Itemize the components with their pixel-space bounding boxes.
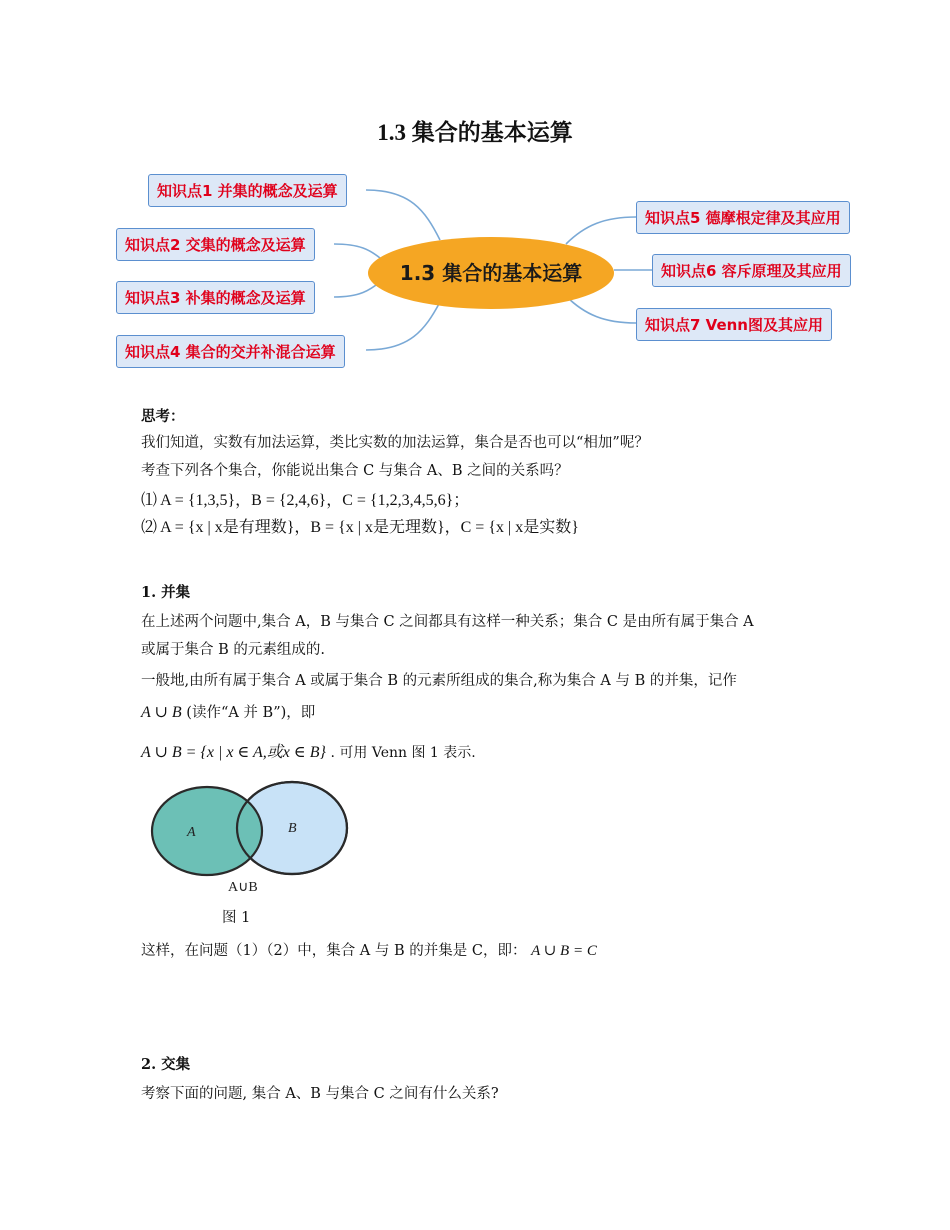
think-example-1: ⑴ A = {1,3,5}，B = {2,4,6}，C = {1,2,3,4,5,6}；: [141, 492, 470, 509]
union-line-2: 或属于集合 B 的元素组成的.: [141, 642, 325, 658]
figure-caption: 图 1: [222, 910, 251, 926]
venn-label-a: A: [187, 825, 196, 840]
venn-set-a: [152, 787, 262, 875]
union-conclusion: 这样，在问题（1）（2）中，集合 A 与 B 的并集是 C，即：: [141, 943, 527, 959]
union-read-as: (读作“A 并 B”)，即: [186, 705, 316, 721]
union-notation: A ∪ B: [141, 704, 182, 721]
think-example-2: ⑵ A = {x | x是有理数}，B = {x | x是无理数}，C = {x | x是实数}: [141, 519, 579, 536]
union-venn-note: . 可用 Venn 图 1 表示.: [330, 745, 476, 761]
mindmap-node-2: 知识点2 交集的概念及运算: [116, 228, 315, 261]
union-definition-line: [141, 742, 476, 764]
intersection-heading: 2. 交集: [141, 1056, 191, 1073]
union-definition: A ∪ B = {x | x ∈ A,或x ∈ B}: [141, 744, 326, 761]
venn-label-union: A∪B: [228, 880, 258, 895]
mindmap-center: 1.3 集合的基本运算: [368, 237, 614, 309]
mindmap-node-5: 知识点5 德摩根定律及其应用: [636, 201, 850, 234]
think-line-1: 我们知道，实数有加法运算，类比实数的加法运算，集合是否也可以“相加”呢？: [141, 435, 649, 451]
venn-label-b: B: [288, 821, 297, 836]
union-notation-line: [141, 702, 315, 724]
think-heading: 思考：: [141, 408, 185, 425]
mindmap-node-7: 知识点7 Venn图及其应用: [636, 308, 832, 341]
union-conclusion-formula: A ∪ B = C: [531, 943, 597, 959]
page-title: 1.3 集合的基本运算: [377, 120, 573, 145]
think-line-2: 考查下列各个集合，你能说出集合 C 与集合 A、B 之间的关系吗？: [141, 463, 569, 479]
union-line-3: 一般地,由所有属于集合 A 或属于集合 B 的元素所组成的集合,称为集合 A 与 B 的并集，记作: [141, 673, 737, 689]
venn-diagram: [140, 778, 370, 896]
mindmap-node-6: 知识点6 容斥原理及其应用: [652, 254, 851, 287]
union-heading: 1. 并集: [141, 584, 191, 601]
mindmap-node-3: 知识点3 补集的概念及运算: [116, 281, 315, 314]
union-conclusion-line: [141, 940, 597, 962]
union-line-1: 在上述两个问题中,集合 A，B 与集合 C 之间都具有这样一种关系；集合 C 是由所有属于集合 A: [141, 614, 754, 630]
mindmap-node-1: 知识点1 并集的概念及运算: [148, 174, 347, 207]
intersection-line-1: 考察下面的问题, 集合 A、B 与集合 C 之间有什么关系?: [141, 1086, 499, 1102]
mindmap-node-4: 知识点4 集合的交并补混合运算: [116, 335, 345, 368]
